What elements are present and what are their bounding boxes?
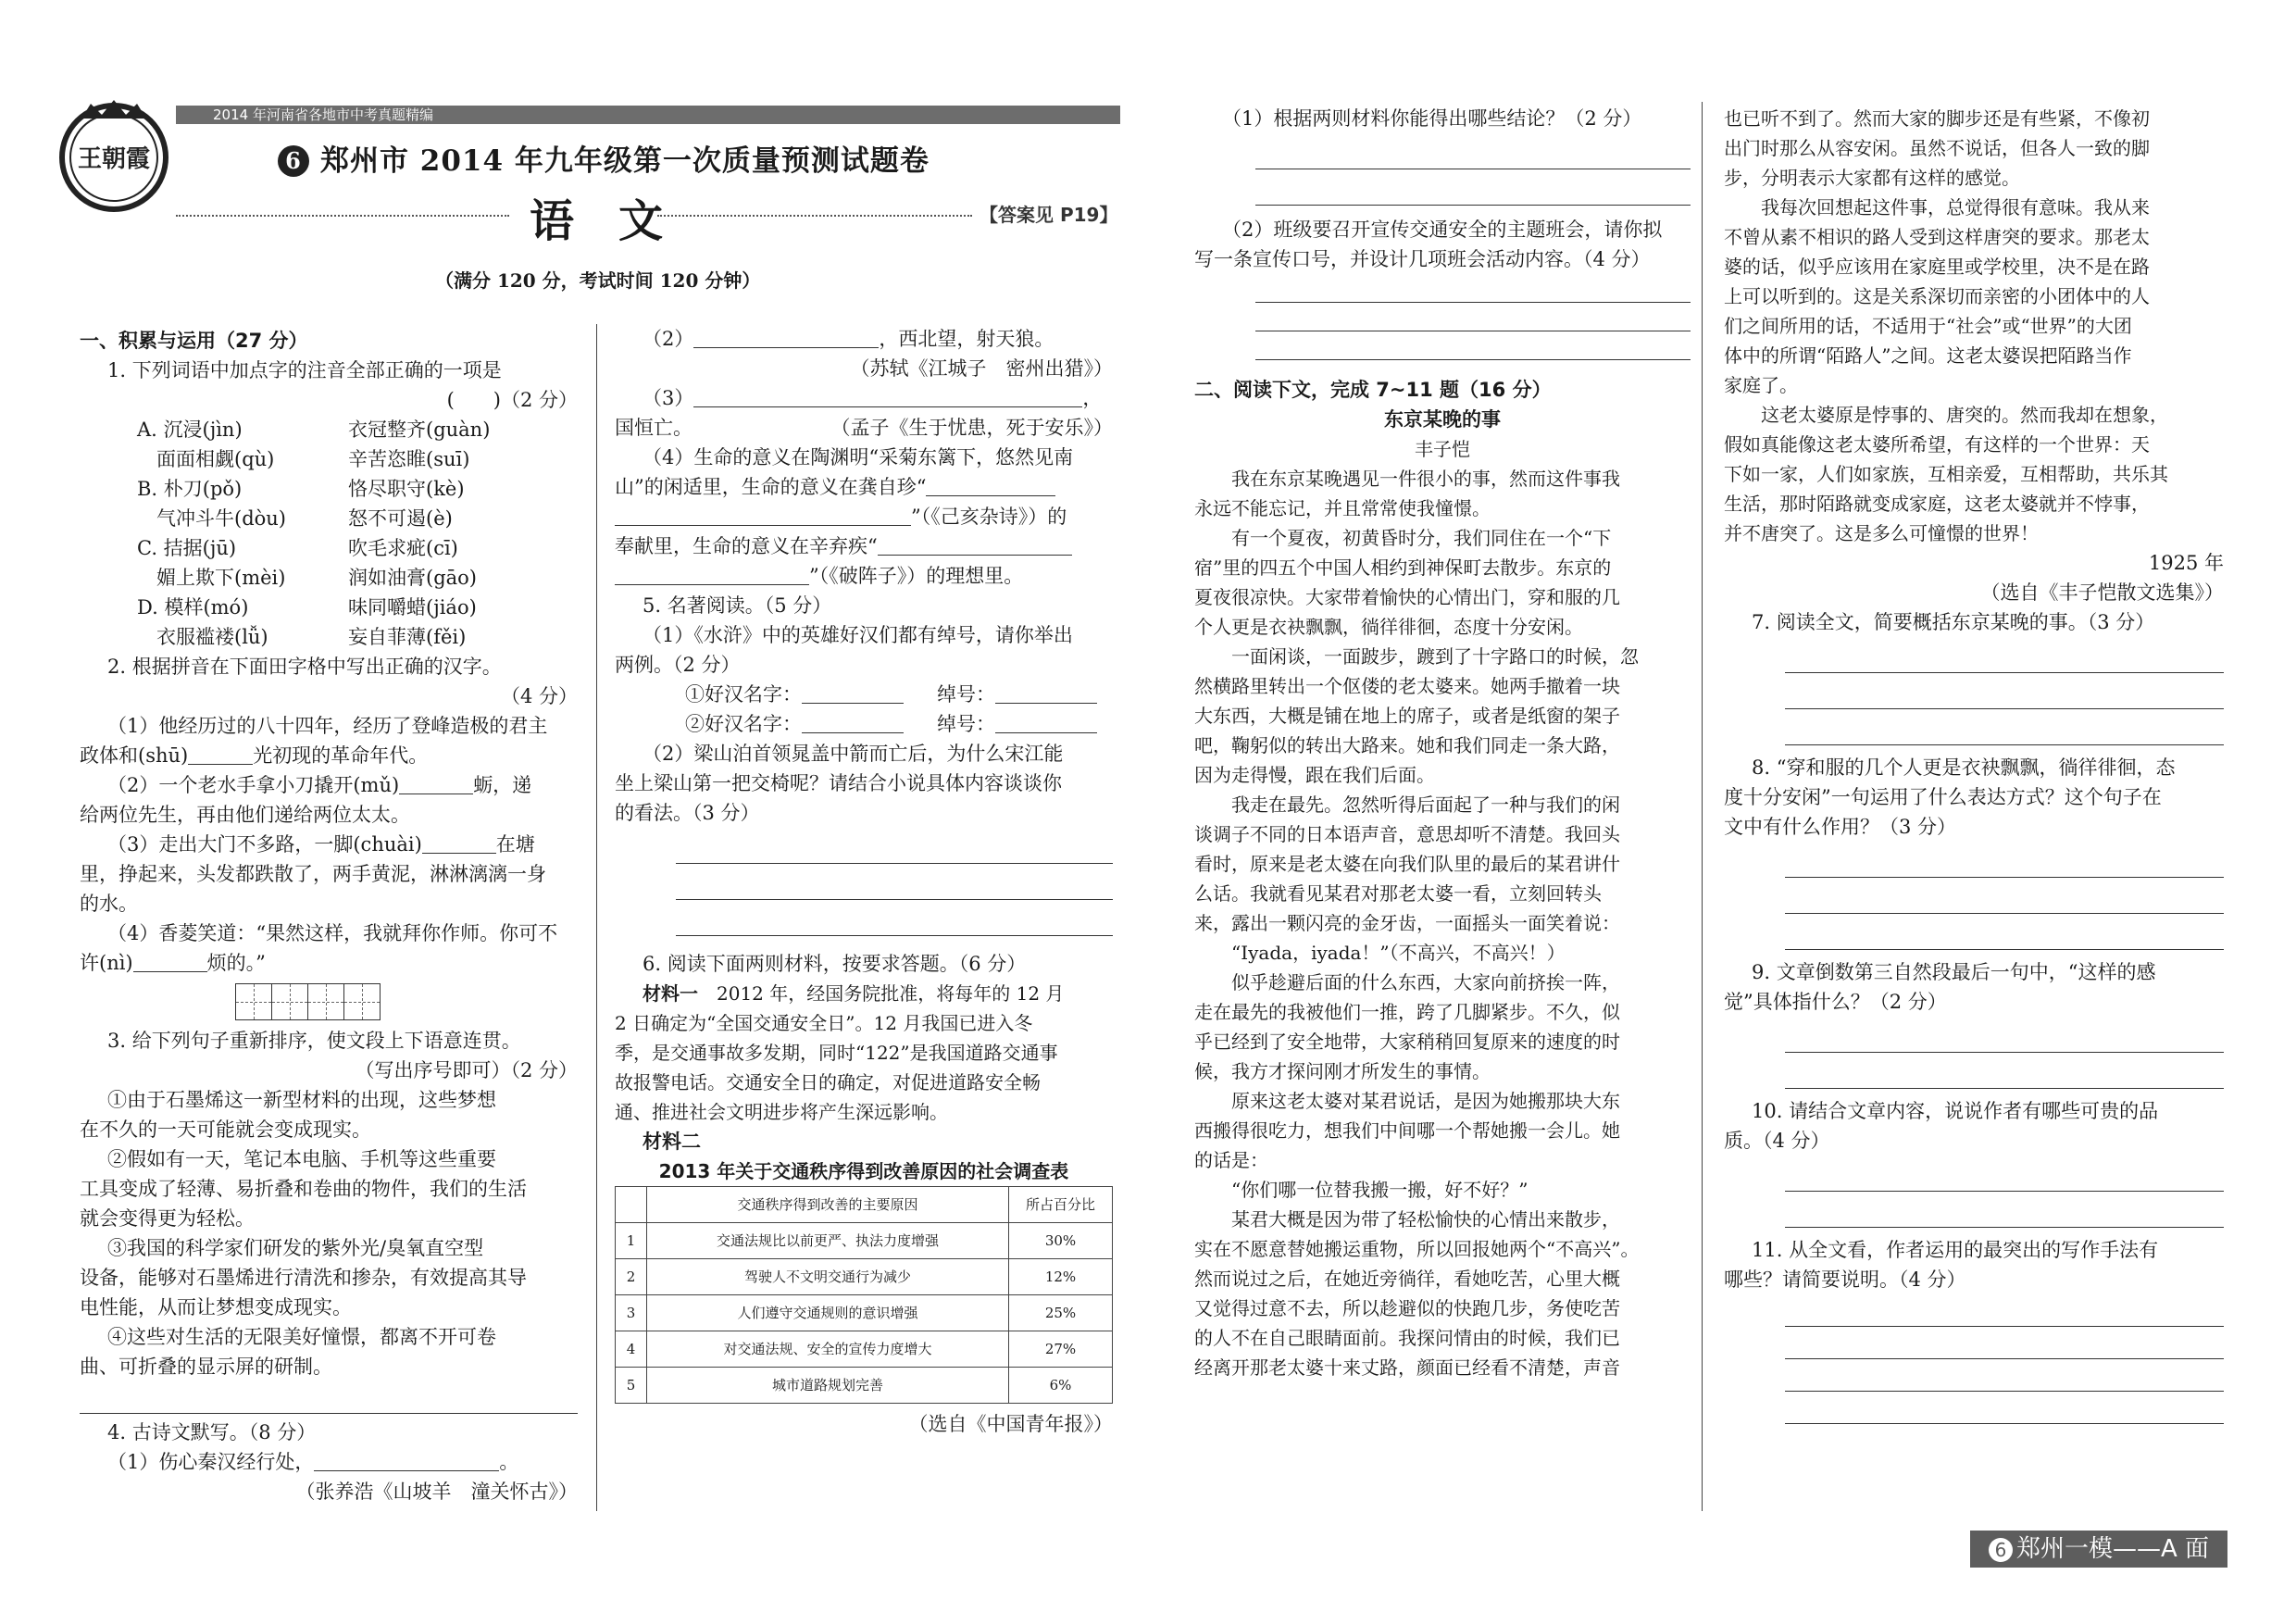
material-2-label: 材料二: [643, 1131, 701, 1153]
essay-line: 婆的话，似乎应该用在家庭里或学校里，决不是在路: [1724, 256, 2150, 278]
option-left: 气冲斗牛(dòu): [137, 507, 286, 530]
q4-1-source: （张养浩《山坡羊 潼关怀古》）: [295, 1481, 578, 1503]
q10-text: 10. 请结合文章内容，说说作者有哪些可贵的品: [1752, 1100, 2159, 1122]
q3-sentence-2-cont: 工具变成了轻薄、易折叠和卷曲的物件，我们的生活: [80, 1178, 527, 1200]
q10-answer-line[interactable]: [1785, 1192, 2224, 1228]
series-banner: [176, 106, 1120, 124]
q4-4-blank-3[interactable]: [878, 534, 1072, 556]
table-header-cell: [616, 1187, 647, 1223]
essay-line: 我每次回想起这件事，总觉得很有意味。我从来: [1724, 196, 2150, 219]
q11-answer-line[interactable]: [1785, 1294, 2224, 1327]
essay-line: 下如一家，人们如家族，互相亲爱，互相帮助，共乐其: [1724, 463, 2168, 485]
column-divider-3: [1702, 102, 1703, 1511]
q4-4-blank-4[interactable]: [615, 564, 809, 585]
option-right: 吹毛求疵(cī): [348, 537, 458, 559]
table-cell: 30%: [1009, 1223, 1113, 1259]
q2-1-pinyin: 政体和(shū): [80, 744, 189, 767]
table-cell: 驾驶人不文明交通行为减少: [647, 1259, 1009, 1295]
essay-year: 1925 年: [2148, 552, 2224, 574]
nickname-blank-2[interactable]: [995, 712, 1097, 733]
q11-answer-line[interactable]: [1785, 1359, 2224, 1392]
table-header-cell: 交通秩序得到改善的主要原因: [647, 1187, 1009, 1223]
q4-2-blank[interactable]: [693, 327, 879, 348]
q4-2-source: （苏轼《江城子 密州出猎》）: [850, 357, 1113, 380]
q5-stem: 5. 名著阅读。（5 分）: [643, 594, 832, 617]
essay-body-part-2: [1724, 104, 2224, 548]
q11-answer-line[interactable]: [1785, 1327, 2224, 1359]
series-text: 2014 年河南省各地市中考真题精编: [213, 106, 433, 123]
material-1-text-4: 故报警电话。交通安全日的确定，对促进道路安全畅: [615, 1071, 1041, 1093]
essay-line: 们之间所用的话，不适用于“社会”或“世界”的大团: [1724, 315, 2132, 337]
header-rule-right: [657, 215, 972, 217]
option-right: 怒不可遏(è): [348, 507, 453, 530]
option-right: 味同嚼蜡(jiáo): [348, 596, 477, 619]
essay-line: 家庭了。: [1724, 374, 1798, 396]
q4-3-blank[interactable]: [693, 386, 1082, 407]
q10-answer-line[interactable]: [1785, 1156, 2224, 1192]
table-row: [616, 1259, 1113, 1295]
tianzi-grid[interactable]: [235, 983, 578, 1020]
q2-4-blank[interactable]: [133, 951, 207, 972]
q8-text-3: 文中有什么作用？（3 分）: [1724, 816, 1957, 838]
section-1-heading: 一、积累与运用（27 分）: [80, 330, 308, 352]
essay-source: （选自《丰子恺散文选集》）: [1980, 581, 2224, 604]
q4-2-tail: ，西北望，射天狼。: [879, 328, 1054, 350]
subject-title: 语文: [530, 195, 708, 247]
q1-option-row: [137, 563, 578, 593]
q6-2-text: （2）班级要召开宣传交通安全的主题班会，请你拟: [1222, 219, 1663, 241]
q4-3-tail: 国恒亡。: [615, 417, 693, 439]
q10-text-2: 质。（4 分）: [1724, 1130, 1830, 1152]
table-cell: 5: [616, 1368, 647, 1404]
q8-text-2: 度十分安闲”一句运用了什么表达方式？这个句子在: [1724, 786, 2162, 808]
q2-2-text: （2）一个老水手拿小刀撬开(mǔ): [107, 774, 400, 796]
option-left: C. 拮据(jū): [137, 537, 237, 559]
essay-line: “Iyada，iyada！”（不高兴，不高兴！）: [1194, 942, 1566, 964]
q4-4-text-3: ”（《己亥杂诗》）的: [911, 506, 1067, 528]
q3-sentence-1-cont: 在不久的一天可能就会变成现实。: [80, 1118, 371, 1141]
grid-cell[interactable]: [307, 983, 343, 1020]
table-header-cell: 所占百分比: [1009, 1187, 1113, 1223]
paper-number-badge: 6: [278, 145, 309, 177]
exam-title-text: 郑州市 2014 年九年级第一次质量预测试题卷: [320, 144, 930, 178]
q2-4-pinyin: 许(nì): [80, 952, 133, 974]
table-cell: 4: [616, 1331, 647, 1368]
column-2: （2） ，西北望，射天狼。 （苏轼《江城子 密州出猎》） （3） ， 国恒亡。 （孟子《生于忧患，死于安乐》） （4）生命的意义在陶渊明“采菊东篱下，悠然见南 山”的闲适里，生命的意义在龚自珍“ ”（《己亥杂诗》）的 奉献里，生命的意义在辛弃疾“ ”（《破阵子》）的理想里。 5. 名著阅读。（5 分） （1）《水浒》中的英雄好汉们都有绰号，请你举出 两例。（2 分） ①好汉名字： 绰号： ②好汉名字： 绰号： （2）梁山泊首领晁盖中箭而亡后，为什么宋江能 坐上梁山第一把交椅呢？请结合小说具体内容谈谈你 的看法。（3 分） 6. 阅读下面两则材料，按要求答题。（6 分） 材料一 2012 年，经国务院批准，将每年的 12 月 2 日确定为“全国交通安全日”。12 月我国已进入冬 季，是交通事故多发期，同时“122”是我国道路交通事 故报警电话。交通安全日的确定，对促进道路安全畅 通、推进社会文明进步将产生深远影响。 材料二 2013 年关于交通秩序得到改善原因的社会调查表 交通秩序得到改善的主要原因 所占百分比 1 交通法规比以前更严、执法力度增强 30% 2 驾驶人不文明交通行为减少 12% 3 人们遵守交通规则的意识增强 25% 4 对交通法规、安全的宣传力度增大 27% 5 城市道路规划完善 6% （选自《中国青年报》）: [615, 324, 1113, 1439]
essay-line: 体中的所谓“陌路人”之间。这老太婆误把陌路当作: [1724, 344, 2132, 367]
q1-option-row: [137, 533, 578, 563]
essay-line: 谈调子不同的日本语声音，意思却听不清楚。我回头: [1194, 823, 1620, 845]
q2-3-blank[interactable]: [422, 832, 496, 854]
essay-line: 乎已经到了安全地带，大家稍稍回复原来的速度的时: [1194, 1031, 1620, 1053]
column-4: [1724, 104, 2224, 1424]
essay-line: 候，我方才探问刚才所发生的事情。: [1194, 1060, 1491, 1082]
essay-line: 大东西，大概是铺在地上的席子，或者是纸窗的架子: [1194, 705, 1620, 727]
essay-line: 某君大概是因为带了轻松愉快的心情出来散步，: [1194, 1208, 1620, 1231]
option-right: 衣冠整齐(guàn): [348, 419, 491, 441]
q4-4-text-5: ”（《破阵子》）的理想里。: [809, 565, 1024, 587]
score-note: （满分 120 分，考试时间 120 分钟）: [435, 269, 761, 292]
q3-sentence-4: ④这些对生活的无限美好憧憬，都离不开可卷: [107, 1326, 496, 1348]
option-left: A. 沉浸(jìn): [137, 419, 243, 441]
essay-line: 走在最先的我被他们一推，跨了几脚紧步。不久，似: [1194, 1001, 1620, 1023]
q5-hero-label-2: ②好汉名字：: [685, 713, 802, 735]
q4-1-blank[interactable]: [314, 1450, 499, 1471]
essay-line: 夏夜很凉快。大家带着愉快的心情出门，穿和服的几: [1194, 586, 1620, 608]
essay-line: 出门时那么从容安闲。虽然不说话，但各人一致的脚: [1724, 137, 2150, 159]
q7-answer-line[interactable]: [1785, 637, 2224, 673]
q5-answer-line[interactable]: [676, 864, 1113, 900]
q1-score: ( )（2 分）: [446, 389, 578, 411]
table-cell: 3: [616, 1295, 647, 1331]
material-1-label: 材料一: [643, 982, 698, 1005]
essay-line: 然横路里转出一个伛偻的老太婆来。她两手撤着一块: [1194, 675, 1620, 697]
q3-sentence-3-end: 电性能，从而让梦想变成现实。: [80, 1296, 352, 1318]
essay-line: 假如真能像这老太婆所希望，有这样的一个世界：天: [1724, 433, 2150, 456]
survey-table-title: 2013 年关于交通秩序得到改善原因的社会调查表: [658, 1160, 1069, 1182]
q5-2-text: （2）梁山泊首领晁盖中箭而亡后，为什么宋江能: [643, 743, 1064, 765]
hero-name-blank-2[interactable]: [802, 712, 904, 733]
essay-line: 吧，鞠躬似的转出大路来。她和我们同走一条大路，: [1194, 734, 1620, 756]
grid-cell[interactable]: [343, 983, 381, 1020]
q5-2-text-3: 的看法。（3 分）: [615, 802, 760, 824]
q6-2-text-2: 写一条宣传口号，并设计几项班会活动内容。（4 分）: [1194, 248, 1651, 270]
q5-nickname-label-2: 绰号：: [937, 713, 995, 735]
q7-answer-line[interactable]: [1785, 709, 2224, 745]
q3-answer-line[interactable]: [80, 1381, 578, 1414]
q2-3-text: （3）走出大门不多路，一脚(chuài): [107, 833, 422, 856]
essay-line: 实在不愿意替她搬运重物，所以回报她两个“不高兴”。: [1194, 1238, 1640, 1260]
q3-sentence-3-cont: 设备，能够对石墨烯进行清洗和掺杂，有效提高其导: [80, 1267, 527, 1289]
q7-text: 7. 阅读全文，简要概括东京某晚的事。（3 分）: [1752, 611, 2155, 633]
option-left: B. 朴刀(pǒ): [137, 478, 243, 500]
grid-cell[interactable]: [235, 983, 271, 1020]
table-source: （选自《中国青年报》）: [908, 1413, 1113, 1435]
q2-stem: 2. 根据拼音在下面田字格中写出正确的汉字。: [107, 656, 502, 678]
option-left: D. 模样(mó): [137, 596, 249, 619]
material-1-text-5: 通、推进社会文明进步将产生深远影响。: [615, 1101, 948, 1123]
table-row: [616, 1368, 1113, 1404]
table-cell: 交通法规比以前更严、执法力度增强: [647, 1223, 1009, 1259]
table-cell: 12%: [1009, 1259, 1113, 1295]
q4-stem: 4. 古诗文默写。（8 分）: [107, 1421, 317, 1443]
q4-4-blank-1[interactable]: [926, 475, 1055, 496]
q1-option-row: [137, 415, 578, 444]
table-cell: 6%: [1009, 1368, 1113, 1404]
exam-title: [278, 137, 930, 179]
essay-line: 一面闲谈，一面跛步，踱到了十字路口的时候，忽: [1194, 645, 1639, 668]
essay-line: 我走在最先。忽然听得后面起了一种与我们的闲: [1194, 794, 1620, 816]
q1-stem: 1. 下列词语中加点字的注音全部正确的一项是: [107, 359, 502, 381]
publisher-logo-icon: [54, 94, 174, 215]
table-row: [616, 1295, 1113, 1331]
q2-2-tail: 蛎，递: [473, 774, 532, 796]
q4-4-text: （4）生命的意义在陶渊明“采菊东篱下，悠然见南: [643, 446, 1074, 469]
q1-option-row: [137, 504, 578, 533]
q2-2-blank[interactable]: [399, 773, 473, 794]
q3-sentence-3: ③我国的科学家们研发的紫外光/臭氧直空型: [107, 1237, 484, 1259]
essay-line: “你们哪一位替我搬一搬，好不好？”: [1194, 1179, 1529, 1201]
q11-answer-line[interactable]: [1785, 1392, 2224, 1424]
essay-line: 经离开那老太婆十来丈路，颜面已经看不清楚，声音: [1194, 1356, 1620, 1379]
q2-4-text: （4）香菱笑道：“果然这样，我就拜你作师。你可不: [107, 922, 558, 944]
q4-2-label: （2）: [643, 328, 694, 350]
option-right: 润如油膏(gāo): [348, 567, 477, 589]
q8-answer-line[interactable]: [1785, 914, 2224, 950]
q11-text: 11. 从全文看，作者运用的最突出的写作手法有: [1752, 1239, 2159, 1261]
essay-body-part-1: [1194, 464, 1691, 1382]
q2-3-cont: 里，挣起来，头发都跌散了，两手黄泥，淋淋漓漓一身: [80, 863, 546, 885]
q9-text-2: 觉”具体指什么？（2 分）: [1724, 991, 1947, 1013]
q6-stem: 6. 阅读下面两则材料，按要求答题。（6 分）: [643, 953, 1027, 975]
essay-line: 似乎趁避后面的什么东西，大家向前挤挨一阵，: [1194, 971, 1620, 993]
q8-text: 8. “穿和服的几个人更是衣袂飘飘，徜徉徘徊，态: [1752, 756, 2176, 779]
table-cell: 城市道路规划完善: [647, 1368, 1009, 1404]
column-divider-1: [596, 324, 597, 1511]
hero-name-blank-1[interactable]: [802, 682, 904, 704]
essay-author: 丰子恺: [1415, 438, 1470, 460]
material-1-text-2: 2 日确定为“全国交通安全日”。12 月我国已进入冬: [615, 1012, 1033, 1034]
essay-line: 看时，原来是老太婆在向我们队里的最后的某君讲什: [1194, 853, 1620, 875]
q3-sentence-1: ①由于石墨烯这一新型材料的出现，这些梦想: [107, 1089, 496, 1111]
essay-line: 的话是：: [1194, 1149, 1268, 1171]
q1-options: [80, 415, 578, 652]
q5-nickname-label-1: 绰号：: [937, 683, 995, 706]
q6-2-answer-line[interactable]: [1255, 303, 1691, 331]
q1-option-row: [137, 593, 578, 622]
q2-4-tail: 烦的。”: [206, 952, 266, 974]
q3-sentence-2: ②假如有一天，笔记本电脑、手机等这些重要: [107, 1148, 496, 1170]
q4-3-label: （3）: [643, 387, 694, 409]
option-right: 妄自菲薄(fěi): [348, 626, 467, 648]
table-cell: 2: [616, 1259, 647, 1295]
q7-answer-line[interactable]: [1785, 673, 2224, 709]
table-row: [616, 1331, 1113, 1368]
option-left: 衣服褴褛(lǚ): [137, 626, 268, 648]
essay-line: 生活，那时陌路就变成家庭，这老太婆就并不悖事，: [1724, 493, 2150, 515]
q5-1-text: （1）《水浒》中的英雄好汉们都有绰号，请你举出: [643, 624, 1073, 646]
material-1-text: 2012 年，经国务院批准，将每年的 12 月: [717, 982, 1065, 1005]
option-left: 面面相觑(qù): [137, 448, 275, 470]
q3-sentence-4-cont: 曲、可折叠的显示屏的研制。: [80, 1356, 332, 1378]
nickname-blank-1[interactable]: [995, 682, 1097, 704]
section-2-heading: 二、阅读下文，完成 7~11 题（16 分）: [1194, 379, 1552, 401]
option-right: 恪尽职守(kè): [348, 478, 465, 500]
essay-line: 然而说过之后，在她近旁徜徉，看她吃苦，心里大概: [1194, 1268, 1620, 1290]
q4-3-source: （孟子《生于忧患，死于安乐》）: [830, 417, 1113, 439]
q9-text: 9. 文章倒数第三自然段最后一句中，“这样的感: [1752, 961, 2156, 983]
q6-2-answer-line[interactable]: [1255, 331, 1691, 360]
q9-answer-line[interactable]: [1785, 1017, 2224, 1053]
q2-3-tail: 在塘: [495, 833, 535, 856]
table-row: [616, 1223, 1113, 1259]
q8-answer-line[interactable]: [1785, 842, 2224, 878]
essay-line: 我在东京某晚遇见一件很小的事，然而这件事我: [1194, 468, 1620, 490]
essay-title: 东京某晚的事: [1384, 407, 1501, 431]
essay-line: 有一个夏夜，初黄昏时分，我们同住在一个“下: [1194, 527, 1612, 549]
q4-4-text-4: 奉献里，生命的意义在辛弃疾“: [615, 535, 878, 557]
q3-sentence-2-end: 就会变得更为轻松。: [80, 1207, 255, 1230]
q5-answer-line[interactable]: [676, 828, 1113, 864]
badge-text: 郑州一模——A 面: [2015, 1535, 2210, 1563]
essay-line: 因为走得慢，跟在我们后面。: [1194, 764, 1435, 786]
q6-1-answer-line[interactable]: [1255, 169, 1691, 206]
q9-answer-line[interactable]: [1785, 1053, 2224, 1089]
essay-line: 步，分明表示大家都有这样的感觉。: [1724, 167, 2020, 189]
q4-4-text-2: 山”的闲适里，生命的意义在龚自珍“: [615, 476, 927, 498]
table-header-row: [616, 1187, 1113, 1223]
q2-1-text: （1）他经历过的八十四年，经历了登峰造极的君主: [107, 715, 548, 737]
header-rule-left: [176, 215, 509, 217]
essay-line: 个人更是衣袂飘飘，徜徉徘徊，态度十分安闲。: [1194, 616, 1583, 638]
q4-4-blank-2[interactable]: [615, 505, 911, 526]
essay-line: 又觉得过意不去，所以趁避似的快跑几步，务使吃苦: [1194, 1297, 1620, 1319]
essay-line: 来，露出一颗闪亮的金牙齿，一面摇头一面笑着说：: [1194, 912, 1620, 934]
q5-answer-line[interactable]: [676, 900, 1113, 936]
q2-1-tail: 光初现的革命年代。: [253, 744, 429, 767]
q2-3-end: 的水。: [80, 893, 138, 915]
essay-line: 宿”里的四五个中国人相约到神保町去散步。东京的: [1194, 556, 1612, 579]
material-1-text-3: 季，是交通事故多发期，同时“122”是我国道路交通事: [615, 1042, 1058, 1064]
q3-score: （写出序号即可）（2 分）: [355, 1059, 578, 1081]
q8-answer-line[interactable]: [1785, 878, 2224, 914]
essay-line: 不曾从素不相识的路人受到这样唐突的要求。那老太: [1724, 226, 2150, 248]
option-left: 媚上欺下(mèi): [137, 567, 286, 589]
q2-score: （4 分）: [500, 685, 578, 707]
essay-line: 原来这老太婆对某君说话，是因为她搬那块大东: [1194, 1090, 1620, 1112]
grid-cell[interactable]: [271, 983, 307, 1020]
essay-line: 西搬得很吃力，想我们中间哪一个帮她搬一会儿。她: [1194, 1119, 1620, 1142]
page-side-badge: [1970, 1531, 2227, 1568]
q5-1-text-2: 两例。（2 分）: [615, 654, 741, 676]
q5-hero-label-1: ①好汉名字：: [685, 683, 802, 706]
q1-option-row: [137, 474, 578, 504]
survey-table: [615, 1186, 1113, 1404]
essay-line: 的人不在自己眼睛面前。我探问情由的时候，我们已: [1194, 1327, 1620, 1349]
table-cell: 25%: [1009, 1295, 1113, 1331]
q4-1-text: （1）伤心秦汉经行处，: [107, 1451, 315, 1473]
option-right: 辛苦恣睢(suī): [348, 448, 470, 470]
column-1: 一、积累与运用（27 分） 1. 下列词语中加点字的注音全部正确的一项是 ( )（2 分） A. 沉浸(jìn) 衣冠整齐(guàn) 面面相觑(qù) 辛苦恣睢(suī) B. 朴刀(pǒ) 恪尽职守(kè) 气冲斗牛(dòu) 怒不可遏(è) C. 拮据(jū) 吹毛求疵(cī) 媚上欺下(mèi) 润如油膏(gāo) D. 模样(mó) 味同嚼蜡(jiáo) 衣服褴褛(lǚ) 妄自菲薄(fěi) 2. 根据拼音在下面田字格中写出正确的汉字。 （4 分） （1）他经历过的八十四年，经历了登峰造极的君主 政体和(shū) 光初现的革命年代。 （2）一个老水手拿小刀撬开(mǔ) 蛎，递 给两位先生，再由他们递给两位太太。 （3）走出大门不多路，一脚(chuài) 在塘 里，挣起来，头发都跌散了，两手黄泥，淋淋漓漓一身 的水。 （4）香菱笑道：“果然这样，我就拜你作师。你可不 许(nì) 烦的。” 3. 给下列句子重新排序，使文段上下语意连贯。 （写出序号即可）（2 分） ①由于石墨烯这一新型材料的出现，这些梦想 在不久的一天可能就会变成现实。 ②假如有一天，笔记本电脑、手机等这些重要 工具变成了轻薄、易折叠和卷曲的物件，我们的生活 就会变得更为轻松。 ③我国的科学家们研发的紫外光/臭氧直空型 设备，能够对石墨烯进行清洗和掺杂，有效提高其导 电性能，从而让梦想变成现实。 ④这些对生活的无限美好憧憬，都离不开可卷 曲、可折叠的显示屏的研制。 4. 古诗文默写。（8 分） （1）伤心秦汉经行处， 。 （张养浩《山坡羊 潼关怀古》）: [80, 326, 578, 1506]
table-cell: 对交通法规、安全的宣传力度增大: [647, 1331, 1009, 1368]
q1-option-row: [137, 622, 578, 652]
table-cell: 1: [616, 1223, 647, 1259]
q11-text-2: 哪些？请简要说明。（4 分）: [1724, 1268, 1966, 1291]
table-cell: 27%: [1009, 1331, 1113, 1368]
column-3: [1194, 104, 1691, 1382]
q6-1-text: （1）根据两则材料你能得出哪些结论？（2 分）: [1222, 107, 1642, 130]
table-cell: 人们遵守交通规则的意识增强: [647, 1295, 1009, 1331]
badge-number: 6: [1989, 1538, 2013, 1562]
answer-reference: 【答案见 P19】: [980, 204, 1118, 226]
essay-line: 永远不能忘记，并且常常使我憧憬。: [1194, 497, 1491, 519]
q5-2-text-2: 坐上梁山第一把交椅呢？请结合小说具体内容谈谈你: [615, 772, 1062, 794]
q6-1-answer-line[interactable]: [1255, 133, 1691, 169]
q1-option-row: [137, 444, 578, 474]
essay-line: 么话。我就看见某君对那老太婆一看，立刻回转头: [1194, 882, 1602, 905]
q6-2-answer-line[interactable]: [1255, 274, 1691, 303]
q2-2-cont: 给两位先生，再由他们递给两位太太。: [80, 804, 410, 826]
q2-1-blank[interactable]: [188, 744, 253, 765]
essay-line: 也已听不到了。然而大家的脚步还是有些紧，不像初: [1724, 107, 2150, 130]
essay-line: 上可以听到的。这是关系深切而亲密的小团体中的人: [1724, 285, 2150, 307]
svg-text:王朝霞: 王朝霞: [77, 145, 151, 173]
q3-stem: 3. 给下列句子重新排序，使文段上下语意连贯。: [107, 1030, 521, 1052]
essay-line: 这老太婆原是悖事的、唐突的。然而我却在想象，: [1724, 404, 2168, 426]
essay-line: 并不唐突了。这是多么可憧憬的世界！: [1724, 522, 2039, 544]
